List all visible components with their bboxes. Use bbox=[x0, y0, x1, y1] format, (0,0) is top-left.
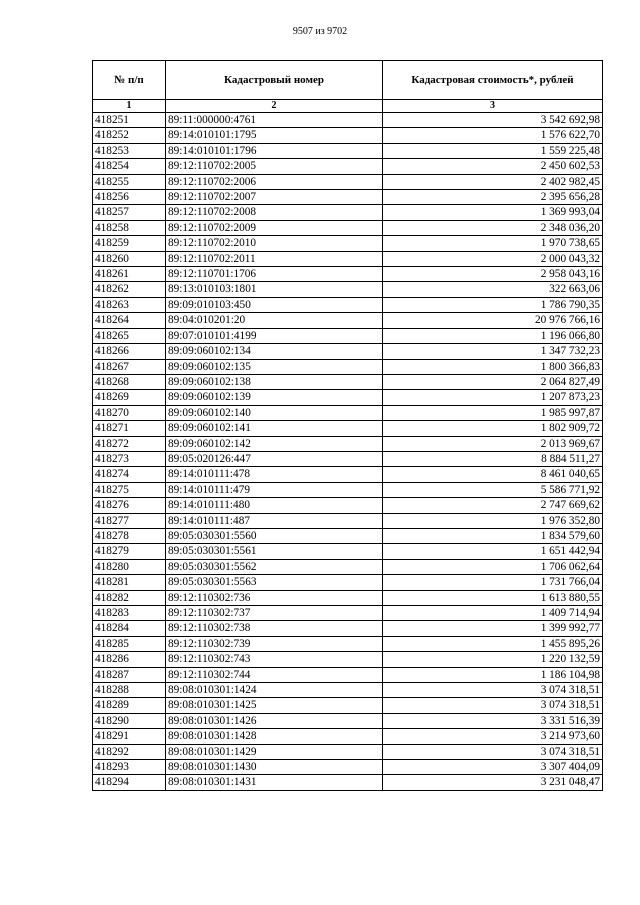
cadastral-number-cell: 89:14:010101:1795 bbox=[166, 128, 383, 143]
row-number-cell: 418252 bbox=[93, 128, 166, 143]
cadastral-number-cell: 89:09:060102:139 bbox=[166, 390, 383, 405]
cadastral-number-cell: 89:05:030301:5563 bbox=[166, 575, 383, 590]
cadastral-value-cell: 1 834 579,60 bbox=[383, 528, 603, 543]
table-row bbox=[93, 713, 603, 728]
table-row bbox=[93, 575, 603, 590]
cadastral-value-cell: 3 074 318,51 bbox=[383, 698, 603, 713]
header-cadastral-number: Кадастровый номер bbox=[166, 61, 383, 100]
row-number-cell: 418256 bbox=[93, 190, 166, 205]
cadastral-number-cell: 89:09:010103:450 bbox=[166, 297, 383, 312]
table-row bbox=[93, 482, 603, 497]
table-row bbox=[93, 328, 603, 343]
table-row bbox=[93, 606, 603, 621]
cadastral-number-cell: 89:12:110702:2011 bbox=[166, 251, 383, 266]
row-number-cell: 418257 bbox=[93, 205, 166, 220]
cadastral-value-cell: 8 461 040,65 bbox=[383, 467, 603, 482]
row-number-cell: 418266 bbox=[93, 344, 166, 359]
row-number-cell: 418268 bbox=[93, 374, 166, 389]
cadastral-number-cell: 89:05:030301:5560 bbox=[166, 528, 383, 543]
row-number-cell: 418264 bbox=[93, 313, 166, 328]
column-numbers-row bbox=[93, 100, 603, 113]
table-row bbox=[93, 236, 603, 251]
row-number-cell: 418289 bbox=[93, 698, 166, 713]
cadastral-number-cell: 89:12:110702:2005 bbox=[166, 159, 383, 174]
cadastral-value-cell: 1 613 880,55 bbox=[383, 590, 603, 605]
cadastral-number-cell: 89:07:010101:4199 bbox=[166, 328, 383, 343]
row-number-cell: 418270 bbox=[93, 405, 166, 420]
table-row bbox=[93, 667, 603, 682]
table-row bbox=[93, 528, 603, 543]
table-row bbox=[93, 652, 603, 667]
row-number-cell: 418292 bbox=[93, 744, 166, 759]
row-number-cell: 418253 bbox=[93, 143, 166, 158]
cadastral-number-cell: 89:09:060102:141 bbox=[166, 421, 383, 436]
cadastral-number-cell: 89:12:110302:739 bbox=[166, 636, 383, 651]
row-number-cell: 418262 bbox=[93, 282, 166, 297]
cadastral-value-cell: 5 586 771,92 bbox=[383, 482, 603, 497]
row-number-cell: 418263 bbox=[93, 297, 166, 312]
cadastral-value-cell: 3 231 048,47 bbox=[383, 775, 603, 790]
row-number-cell: 418294 bbox=[93, 775, 166, 790]
cadastral-value-cell: 1 800 366,83 bbox=[383, 359, 603, 374]
cadastral-number-cell: 89:12:110302:736 bbox=[166, 590, 383, 605]
cadastral-value-cell: 20 976 766,16 bbox=[383, 313, 603, 328]
cadastral-value-cell: 2 402 982,45 bbox=[383, 174, 603, 189]
table-row bbox=[93, 390, 603, 405]
cadastral-number-cell: 89:08:010301:1429 bbox=[166, 744, 383, 759]
row-number-cell: 418261 bbox=[93, 267, 166, 282]
row-number-cell: 418269 bbox=[93, 390, 166, 405]
table-row bbox=[93, 159, 603, 174]
row-number-cell: 418273 bbox=[93, 451, 166, 466]
cadastral-number-cell: 89:12:110701:1706 bbox=[166, 267, 383, 282]
cadastral-number-cell: 89:14:010111:479 bbox=[166, 482, 383, 497]
cadastral-value-cell: 1 731 766,04 bbox=[383, 575, 603, 590]
cadastral-number-cell: 89:12:110302:737 bbox=[166, 606, 383, 621]
cadastral-value-cell: 3 307 404,09 bbox=[383, 760, 603, 775]
table-row bbox=[93, 251, 603, 266]
cadastral-number-cell: 89:09:060102:135 bbox=[166, 359, 383, 374]
cadastral-number-cell: 89:12:110702:2006 bbox=[166, 174, 383, 189]
cadastral-value-cell: 2 064 827,49 bbox=[383, 374, 603, 389]
table-row bbox=[93, 282, 603, 297]
cadastral-value-cell: 1 369 993,04 bbox=[383, 205, 603, 220]
table-row bbox=[93, 513, 603, 528]
cadastral-value-cell: 1 196 066,80 bbox=[383, 328, 603, 343]
row-number-cell: 418285 bbox=[93, 636, 166, 651]
cadastral-value-cell: 1 802 909,72 bbox=[383, 421, 603, 436]
cadastral-number-cell: 89:13:010103:1801 bbox=[166, 282, 383, 297]
table-header-row bbox=[93, 61, 603, 100]
row-number-cell: 418282 bbox=[93, 590, 166, 605]
cadastral-value-cell: 3 542 692,98 bbox=[383, 113, 603, 128]
cadastral-number-cell: 89:11:000000:4761 bbox=[166, 113, 383, 128]
table-row bbox=[93, 729, 603, 744]
table-row bbox=[93, 405, 603, 420]
row-number-cell: 418254 bbox=[93, 159, 166, 174]
cadastral-number-cell: 89:12:110702:2009 bbox=[166, 220, 383, 235]
row-number-cell: 418272 bbox=[93, 436, 166, 451]
table-row bbox=[93, 128, 603, 143]
cadastral-number-cell: 89:08:010301:1431 bbox=[166, 775, 383, 790]
table-row bbox=[93, 498, 603, 513]
table-row bbox=[93, 267, 603, 282]
cadastral-value-cell: 2 348 036,20 bbox=[383, 220, 603, 235]
table-row bbox=[93, 113, 603, 128]
cadastral-value-cell: 1 399 992,77 bbox=[383, 621, 603, 636]
cadastral-number-cell: 89:12:110302:744 bbox=[166, 667, 383, 682]
cadastral-number-cell: 89:09:060102:140 bbox=[166, 405, 383, 420]
column-number-1: 1 bbox=[93, 100, 166, 113]
row-number-cell: 418255 bbox=[93, 174, 166, 189]
table-row bbox=[93, 220, 603, 235]
table-row bbox=[93, 421, 603, 436]
cadastral-value-cell: 3 331 516,39 bbox=[383, 713, 603, 728]
cadastral-number-cell: 89:05:020126:447 bbox=[166, 451, 383, 466]
cadastral-value-cell: 3 074 318,51 bbox=[383, 744, 603, 759]
column-number-3: 3 bbox=[383, 100, 603, 113]
cadastral-value-cell: 2 450 602,53 bbox=[383, 159, 603, 174]
page-number-header: 9507 из 9702 bbox=[292, 26, 348, 37]
cadastral-value-cell: 1 976 352,80 bbox=[383, 513, 603, 528]
cadastral-number-cell: 89:09:060102:134 bbox=[166, 344, 383, 359]
row-number-cell: 418293 bbox=[93, 760, 166, 775]
row-number-cell: 418275 bbox=[93, 482, 166, 497]
table-row bbox=[93, 313, 603, 328]
header-row-number: № п/п bbox=[93, 61, 166, 100]
cadastral-value-cell: 2 013 969,67 bbox=[383, 436, 603, 451]
cadastral-number-cell: 89:14:010101:1796 bbox=[166, 143, 383, 158]
cadastral-value-cell: 1 207 873,23 bbox=[383, 390, 603, 405]
row-number-cell: 418280 bbox=[93, 559, 166, 574]
cadastral-number-cell: 89:14:010111:480 bbox=[166, 498, 383, 513]
table-row bbox=[93, 775, 603, 790]
cadastral-number-cell: 89:08:010301:1425 bbox=[166, 698, 383, 713]
cadastral-value-cell: 8 884 511,27 bbox=[383, 451, 603, 466]
row-number-cell: 418276 bbox=[93, 498, 166, 513]
cadastral-number-cell: 89:08:010301:1428 bbox=[166, 729, 383, 744]
cadastral-value-cell: 1 970 738,65 bbox=[383, 236, 603, 251]
cadastral-number-cell: 89:14:010111:487 bbox=[166, 513, 383, 528]
cadastral-value-cell: 2 000 043,32 bbox=[383, 251, 603, 266]
table-row bbox=[93, 760, 603, 775]
table-row bbox=[93, 636, 603, 651]
column-number-2: 2 bbox=[166, 100, 383, 113]
cadastral-value-cell: 1 559 225,48 bbox=[383, 143, 603, 158]
cadastral-value-cell: 1 576 622,70 bbox=[383, 128, 603, 143]
cadastral-value-cell: 1 347 732,23 bbox=[383, 344, 603, 359]
cadastral-number-cell: 89:12:110702:2010 bbox=[166, 236, 383, 251]
table-row bbox=[93, 359, 603, 374]
cadastral-number-cell: 89:12:110702:2008 bbox=[166, 205, 383, 220]
table-row bbox=[93, 190, 603, 205]
row-number-cell: 418259 bbox=[93, 236, 166, 251]
table-row bbox=[93, 344, 603, 359]
row-number-cell: 418277 bbox=[93, 513, 166, 528]
row-number-cell: 418251 bbox=[93, 113, 166, 128]
cadastral-value-cell: 1 409 714,94 bbox=[383, 606, 603, 621]
cadastral-value-cell: 3 214 973,60 bbox=[383, 729, 603, 744]
cadastral-value-cell: 1 706 062,64 bbox=[383, 559, 603, 574]
table-row bbox=[93, 544, 603, 559]
cadastral-value-cell: 1 220 132,59 bbox=[383, 652, 603, 667]
table-row bbox=[93, 590, 603, 605]
cadastral-value-cell: 1 455 895,26 bbox=[383, 636, 603, 651]
row-number-cell: 418274 bbox=[93, 467, 166, 482]
table-row bbox=[93, 174, 603, 189]
header-cadastral-value: Кадастровая стоимость*, рублей bbox=[383, 61, 603, 100]
cadastral-number-cell: 89:12:110302:738 bbox=[166, 621, 383, 636]
table-row bbox=[93, 698, 603, 713]
table-row bbox=[93, 683, 603, 698]
cadastral-value-cell: 1 186 104,98 bbox=[383, 667, 603, 682]
row-number-cell: 418260 bbox=[93, 251, 166, 266]
cadastral-number-cell: 89:14:010111:478 bbox=[166, 467, 383, 482]
row-number-cell: 418284 bbox=[93, 621, 166, 636]
row-number-cell: 418278 bbox=[93, 528, 166, 543]
table-row bbox=[93, 621, 603, 636]
cadastral-number-cell: 89:08:010301:1430 bbox=[166, 760, 383, 775]
row-number-cell: 418258 bbox=[93, 220, 166, 235]
table-row bbox=[93, 143, 603, 158]
cadastral-number-cell: 89:08:010301:1426 bbox=[166, 713, 383, 728]
row-number-cell: 418265 bbox=[93, 328, 166, 343]
row-number-cell: 418290 bbox=[93, 713, 166, 728]
table-row bbox=[93, 374, 603, 389]
cadastral-number-cell: 89:08:010301:1424 bbox=[166, 683, 383, 698]
table-row bbox=[93, 451, 603, 466]
row-number-cell: 418283 bbox=[93, 606, 166, 621]
cadastral-value-cell: 2 395 656,28 bbox=[383, 190, 603, 205]
cadastral-value-cell: 1 786 790,35 bbox=[383, 297, 603, 312]
row-number-cell: 418286 bbox=[93, 652, 166, 667]
table-row bbox=[93, 297, 603, 312]
cadastral-value-table bbox=[92, 60, 603, 791]
row-number-cell: 418271 bbox=[93, 421, 166, 436]
cadastral-value-cell: 2 958 043,16 bbox=[383, 267, 603, 282]
cadastral-value-cell: 322 663,06 bbox=[383, 282, 603, 297]
row-number-cell: 418288 bbox=[93, 683, 166, 698]
cadastral-value-cell: 1 651 442,94 bbox=[383, 544, 603, 559]
cadastral-number-cell: 89:09:060102:142 bbox=[166, 436, 383, 451]
row-number-cell: 418291 bbox=[93, 729, 166, 744]
cadastral-number-cell: 89:12:110702:2007 bbox=[166, 190, 383, 205]
row-number-cell: 418287 bbox=[93, 667, 166, 682]
cadastral-number-cell: 89:05:030301:5561 bbox=[166, 544, 383, 559]
cadastral-value-cell: 3 074 318,51 bbox=[383, 683, 603, 698]
table-row bbox=[93, 744, 603, 759]
cadastral-value-cell: 2 747 669,62 bbox=[383, 498, 603, 513]
cadastral-number-cell: 89:05:030301:5562 bbox=[166, 559, 383, 574]
table-row bbox=[93, 205, 603, 220]
row-number-cell: 418267 bbox=[93, 359, 166, 374]
cadastral-value-cell: 1 985 997,87 bbox=[383, 405, 603, 420]
row-number-cell: 418281 bbox=[93, 575, 166, 590]
table-row bbox=[93, 436, 603, 451]
row-number-cell: 418279 bbox=[93, 544, 166, 559]
cadastral-number-cell: 89:09:060102:138 bbox=[166, 374, 383, 389]
table-row bbox=[93, 467, 603, 482]
table-row bbox=[93, 559, 603, 574]
cadastral-number-cell: 89:12:110302:743 bbox=[166, 652, 383, 667]
cadastral-number-cell: 89:04:010201:20 bbox=[166, 313, 383, 328]
